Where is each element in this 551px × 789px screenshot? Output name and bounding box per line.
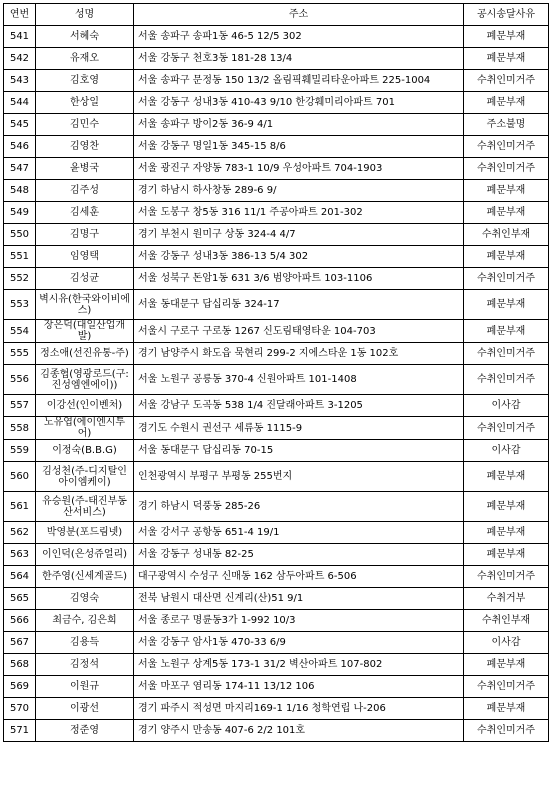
row-address: 서울 강동구 암사1동 470-33 6/9 — [134, 632, 464, 654]
row-reason: 폐문부재 — [464, 462, 549, 492]
table-row — [4, 462, 549, 492]
row-number: 569 — [4, 676, 36, 698]
row-name: 이광선 — [36, 698, 134, 720]
row-name: 김호영 — [36, 70, 134, 92]
row-reason: 수취인미거주 — [464, 566, 549, 588]
row-name: 최금수, 김은희 — [36, 610, 134, 632]
table-row — [4, 365, 549, 395]
row-reason: 폐문부재 — [464, 48, 549, 70]
table-header-row — [4, 4, 549, 26]
row-number: 559 — [4, 440, 36, 462]
table-row — [4, 522, 549, 544]
table-row — [4, 26, 549, 48]
row-number: 563 — [4, 544, 36, 566]
row-number: 571 — [4, 720, 36, 742]
row-address: 서울 도봉구 창5동 316 11/1 주공아파트 201-302 — [134, 202, 464, 224]
row-reason: 폐문부재 — [464, 180, 549, 202]
table-row — [4, 114, 549, 136]
row-name: 김영찬 — [36, 136, 134, 158]
row-number: 566 — [4, 610, 36, 632]
table-row — [4, 224, 549, 246]
row-number: 544 — [4, 92, 36, 114]
row-address: 서울 송파구 방이2동 36-9 4/1 — [134, 114, 464, 136]
row-number: 546 — [4, 136, 36, 158]
row-reason: 이사감 — [464, 632, 549, 654]
row-name: 유재오 — [36, 48, 134, 70]
row-address: 서울 강서구 공항동 651-4 19/1 — [134, 522, 464, 544]
row-number: 568 — [4, 654, 36, 676]
row-reason: 폐문부재 — [464, 246, 549, 268]
row-name: 이인덕(은성쥬얼리) — [36, 544, 134, 566]
row-number: 552 — [4, 268, 36, 290]
row-address: 인천광역시 부평구 부평동 255번지 — [134, 462, 464, 492]
row-reason: 수취인미거주 — [464, 365, 549, 395]
row-reason: 주소불명 — [464, 114, 549, 136]
row-address: 서울 노원구 상계5동 173-1 31/2 벽산아파트 107-802 — [134, 654, 464, 676]
row-number: 547 — [4, 158, 36, 180]
row-address: 서울 동대문구 답십리동 324-17 — [134, 290, 464, 320]
row-name: 임영택 — [36, 246, 134, 268]
row-number: 543 — [4, 70, 36, 92]
row-name: 서혜숙 — [36, 26, 134, 48]
table-row — [4, 268, 549, 290]
row-number: 560 — [4, 462, 36, 492]
row-number: 555 — [4, 343, 36, 365]
table-row — [4, 202, 549, 224]
row-address: 대구광역시 수성구 신매동 162 삼두아파트 6-506 — [134, 566, 464, 588]
table-row — [4, 492, 549, 522]
row-address: 경기 남양주시 화도읍 묵현리 299-2 지에스타운 1동 102호 — [134, 343, 464, 365]
row-number: 548 — [4, 180, 36, 202]
row-name: 장은덕(대일산업개발) — [36, 320, 134, 343]
row-name: 한주영(신세계골드) — [36, 566, 134, 588]
row-number: 561 — [4, 492, 36, 522]
row-name: 김성균 — [36, 268, 134, 290]
row-address: 경기 하남시 덕풍동 285-26 — [134, 492, 464, 522]
row-name: 김민수 — [36, 114, 134, 136]
row-address: 서울 강동구 명일1동 345-15 8/6 — [134, 136, 464, 158]
row-reason: 수취인미거주 — [464, 417, 549, 440]
table-row — [4, 588, 549, 610]
row-address: 경기 부천시 원미구 상동 324-4 4/7 — [134, 224, 464, 246]
row-address: 서울 강동구 성내동 82-25 — [134, 544, 464, 566]
row-reason: 수취인부재 — [464, 224, 549, 246]
row-reason: 폐문부재 — [464, 92, 549, 114]
table-row — [4, 48, 549, 70]
row-name: 정소애(선진유통-주) — [36, 343, 134, 365]
row-number: 567 — [4, 632, 36, 654]
row-address: 전북 남원시 대산면 신계리(산)51 9/1 — [134, 588, 464, 610]
row-address: 서울 마포구 염리동 174-11 13/12 106 — [134, 676, 464, 698]
table-row — [4, 566, 549, 588]
row-number: 553 — [4, 290, 36, 320]
table-row — [4, 632, 549, 654]
row-name: 벽시유(한국와이비에스) — [36, 290, 134, 320]
row-name: 김주성 — [36, 180, 134, 202]
table-row — [4, 246, 549, 268]
table-row — [4, 158, 549, 180]
row-number: 554 — [4, 320, 36, 343]
row-number: 557 — [4, 395, 36, 417]
table-row — [4, 440, 549, 462]
row-name: 김정석 — [36, 654, 134, 676]
row-name: 김영숙 — [36, 588, 134, 610]
row-address: 서울 송파구 문정동 150 13/2 올림픽훼밀리타운아파트 225-1004 — [134, 70, 464, 92]
table-row — [4, 70, 549, 92]
row-reason: 폐문부재 — [464, 522, 549, 544]
table-row — [4, 180, 549, 202]
row-reason: 수취인미거주 — [464, 343, 549, 365]
row-reason: 폐문부재 — [464, 320, 549, 343]
row-address: 서울 강동구 성내3동 386-13 5/4 302 — [134, 246, 464, 268]
service-notice-table — [3, 3, 549, 742]
row-address: 경기 하남시 하사창동 289-6 9/ — [134, 180, 464, 202]
row-name: 김세훈 — [36, 202, 134, 224]
row-number: 541 — [4, 26, 36, 48]
row-address: 서울 강남구 도곡동 538 1/4 진달래아파트 3-1205 — [134, 395, 464, 417]
table-row — [4, 654, 549, 676]
row-number: 549 — [4, 202, 36, 224]
row-address: 경기 파주시 적성면 마지리169-1 1/16 청학연립 나-206 — [134, 698, 464, 720]
row-reason: 폐문부재 — [464, 290, 549, 320]
row-name: 이강선(인이벤처) — [36, 395, 134, 417]
row-number: 565 — [4, 588, 36, 610]
row-reason: 폐문부재 — [464, 492, 549, 522]
row-address: 서울 광진구 자양동 783-1 10/9 우성아파트 704-1903 — [134, 158, 464, 180]
row-name: 한상일 — [36, 92, 134, 114]
table-row — [4, 720, 549, 742]
row-address: 서울 노원구 공릉동 370-4 신원아파트 101-1408 — [134, 365, 464, 395]
table-row — [4, 343, 549, 365]
row-number: 562 — [4, 522, 36, 544]
row-reason: 폐문부재 — [464, 654, 549, 676]
header-name: 성명 — [36, 4, 134, 26]
row-reason: 이사감 — [464, 395, 549, 417]
row-name: 윤병국 — [36, 158, 134, 180]
row-number: 550 — [4, 224, 36, 246]
row-number: 558 — [4, 417, 36, 440]
table-row — [4, 290, 549, 320]
row-address: 서울 동대문구 답십리동 70-15 — [134, 440, 464, 462]
row-number: 564 — [4, 566, 36, 588]
row-address: 서울 송파구 송파1동 46-5 12/5 302 — [134, 26, 464, 48]
row-name: 김성천(주-디지탈인아이엠케이) — [36, 462, 134, 492]
row-address: 경기도 수원시 권선구 세류동 1115-9 — [134, 417, 464, 440]
row-reason: 수취인미거주 — [464, 720, 549, 742]
header-reason: 공시송달사유 — [464, 4, 549, 26]
row-name: 정준영 — [36, 720, 134, 742]
row-reason: 이사감 — [464, 440, 549, 462]
row-number: 545 — [4, 114, 36, 136]
row-name: 이원규 — [36, 676, 134, 698]
row-reason: 폐문부재 — [464, 544, 549, 566]
table-row — [4, 676, 549, 698]
table-row — [4, 417, 549, 440]
row-name: 노유엽(에이엔시투어) — [36, 417, 134, 440]
row-address: 서울 성북구 돈암1동 631 3/6 범양아파트 103-1106 — [134, 268, 464, 290]
row-reason: 폐문부재 — [464, 26, 549, 48]
row-reason: 수취인미거주 — [464, 158, 549, 180]
header-address: 주소 — [134, 4, 464, 26]
row-address: 서울 강동구 성내3동 410-43 9/10 한강훼미리아파트 701 — [134, 92, 464, 114]
row-address: 서울 강동구 천호3동 181-28 13/4 — [134, 48, 464, 70]
row-number: 556 — [4, 365, 36, 395]
row-reason: 수취인부재 — [464, 610, 549, 632]
row-reason: 수취인미거주 — [464, 676, 549, 698]
row-name: 김명구 — [36, 224, 134, 246]
row-reason: 수취거부 — [464, 588, 549, 610]
row-reason: 수취인미거주 — [464, 70, 549, 92]
row-name: 김종협(영광로드(구:진성엠엔에이)) — [36, 365, 134, 395]
row-name: 이정숙(B.B.G) — [36, 440, 134, 462]
row-address: 서울 종로구 명륜동3가 1-992 10/3 — [134, 610, 464, 632]
table-row — [4, 610, 549, 632]
table-row — [4, 544, 549, 566]
row-number: 570 — [4, 698, 36, 720]
row-reason: 수취인미거주 — [464, 268, 549, 290]
table-row — [4, 92, 549, 114]
table-row — [4, 698, 549, 720]
row-number: 551 — [4, 246, 36, 268]
row-name: 박영분(포드림넷) — [36, 522, 134, 544]
row-address: 서울시 구로구 구로동 1267 신도림태영타운 104-703 — [134, 320, 464, 343]
row-name: 유승원(주-태진부동산서비스) — [36, 492, 134, 522]
row-reason: 수취인미거주 — [464, 136, 549, 158]
table-row — [4, 136, 549, 158]
table-row — [4, 320, 549, 343]
row-name: 김용득 — [36, 632, 134, 654]
row-number: 542 — [4, 48, 36, 70]
header-number: 연번 — [4, 4, 36, 26]
row-reason: 폐문부재 — [464, 202, 549, 224]
row-address: 경기 양주시 만송동 407-6 2/2 101호 — [134, 720, 464, 742]
table-row — [4, 395, 549, 417]
row-reason: 폐문부재 — [464, 698, 549, 720]
